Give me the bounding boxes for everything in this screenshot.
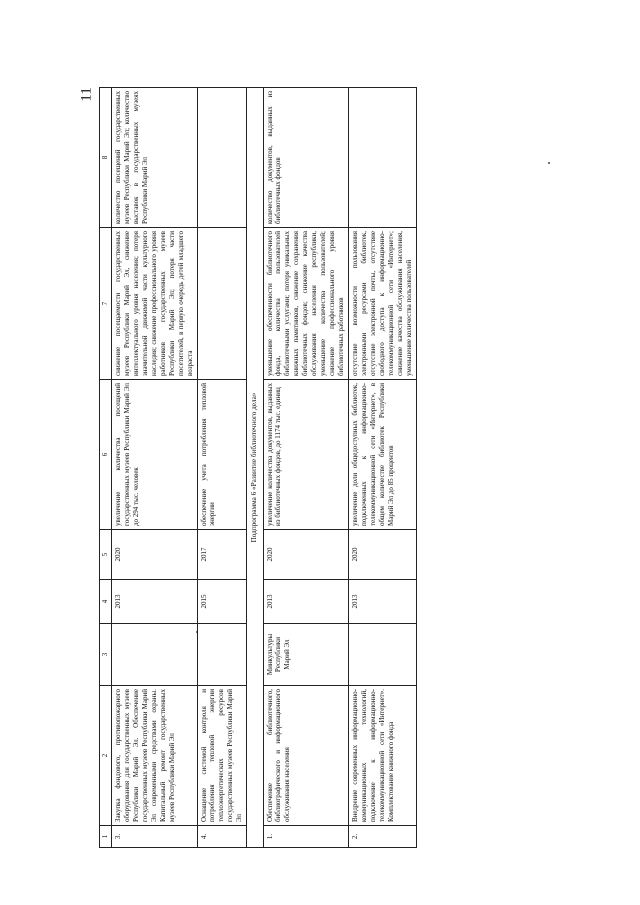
- header-cell: 7: [100, 228, 112, 380]
- header-cell: 3: [100, 624, 112, 686]
- measures-table: [99, 87, 417, 848]
- table-row: [349, 88, 417, 848]
- measure-name: Обеспечение библиотечного, библиографического и информационного обслуживания населения: [263, 686, 349, 826]
- measure-name: Оснащение системой контроля и потребления тепловой энергии теплоэнергетических ресурсов государственных музеев Республики Марий Эл: [197, 686, 247, 826]
- related-indicators: количество посещений государственных музеев Республики Марий Эл; количество выставок в государственных музеях Республики Марий Эл: [111, 88, 197, 228]
- related-indicators: количество документов, выданных из библиотечных фондов: [263, 88, 349, 228]
- expected-result: увеличение количества посещений государственных музеев Республики Марий Эл до 294 тыс. человек: [111, 380, 197, 530]
- header-cell: 1: [100, 826, 112, 848]
- header-cell: 4: [100, 580, 112, 624]
- header-cell: 5: [100, 530, 112, 580]
- row-number: 1.: [263, 826, 349, 848]
- table-row: [263, 88, 349, 848]
- rotated-table-wrapper: [99, 88, 559, 848]
- page-number: 11: [78, 87, 95, 102]
- header-row: [100, 88, 112, 848]
- expected-result: обеспечение учета потребления тепловой энергии: [197, 380, 247, 530]
- subprogram-title: Подпрограмма 6 «Развитие библиотечного дела»: [247, 88, 263, 848]
- row-number: 3.: [111, 826, 197, 848]
- start-year: 2013: [263, 580, 349, 624]
- table-row: [197, 88, 247, 848]
- executor: [349, 624, 417, 686]
- end-year: 2020: [111, 530, 197, 580]
- expected-result: увеличение доли общедоступных библиотек, подключенных к информационно-телекоммуникационной сети «Интернет», в общем количестве библиотек Республики Марий Эл до 85 процентов: [349, 380, 417, 530]
- row-number: 4.: [197, 826, 247, 848]
- non-implementation-consequences: [197, 228, 247, 380]
- header-cell: 8: [100, 88, 112, 228]
- measure-name: Закупка фондового, противопожарного оборудования для государственных музеев Республики Марий Эл. Обеспечение государственных музеев Республики Марий Эл современными средствами охраны. Капитальный ремонт государственных музеев Республики Марий Эл: [111, 686, 197, 826]
- header-cell: 6: [100, 380, 112, 530]
- table-row: [111, 88, 197, 848]
- related-indicators: [349, 88, 417, 228]
- start-year: 2015: [197, 580, 247, 624]
- measure-name: Внедрение современных информационно-коммуникационных технологий, подключение к информационно-телекоммуникационной сети «Интернет». Комплектование книжного фонда: [349, 686, 417, 826]
- non-implementation-consequences: отсутствие возможности пользования электронными ресурсами библиотек, отсутствие электронной почты, отсутствие свободного доступа к информационно-телекоммуникационной сети «Интернет»; снижение качества обслуживания населения, уменьшение количества пользователей: [349, 228, 417, 380]
- end-year: 2017: [197, 530, 247, 580]
- header-cell: 2: [100, 686, 112, 826]
- non-implementation-consequences: уменьшение обеспеченности библиотечного фонда, количества пользователей библиотечными услугами; потеря уникальных книжных памятников, снижение сохранения библиотечных фондов; снижение качества обслуживания населения республики, уменьшение количества пользователей; снижение профессионального уровня библиотечных работников: [263, 228, 349, 380]
- executor: Минкультуры Республики Марий Эл: [263, 624, 349, 686]
- subprogram-row: [247, 88, 263, 848]
- start-year: 2013: [111, 580, 197, 624]
- start-year: 2013: [349, 580, 417, 624]
- end-year: 2020: [263, 530, 349, 580]
- related-indicators: [197, 88, 247, 228]
- executor: [111, 624, 197, 686]
- end-year: 2020: [349, 530, 417, 580]
- executor: [197, 624, 247, 686]
- non-implementation-consequences: снижение посещаемости государственных музеев Республики Марий Эл, снижение интеллектуального уровня населения; потеря значительной движимой части культурного наследия; снижение профессионального уровня работников государственных музеев Республики Марий Эл; потеря части посетителей, в первую очередь детей младшего возраста: [111, 228, 197, 380]
- expected-result: увеличение количества документов, выданных из библиотечных фондов, до 1174 тыс. единиц: [263, 380, 349, 530]
- row-number: 2.: [349, 826, 417, 848]
